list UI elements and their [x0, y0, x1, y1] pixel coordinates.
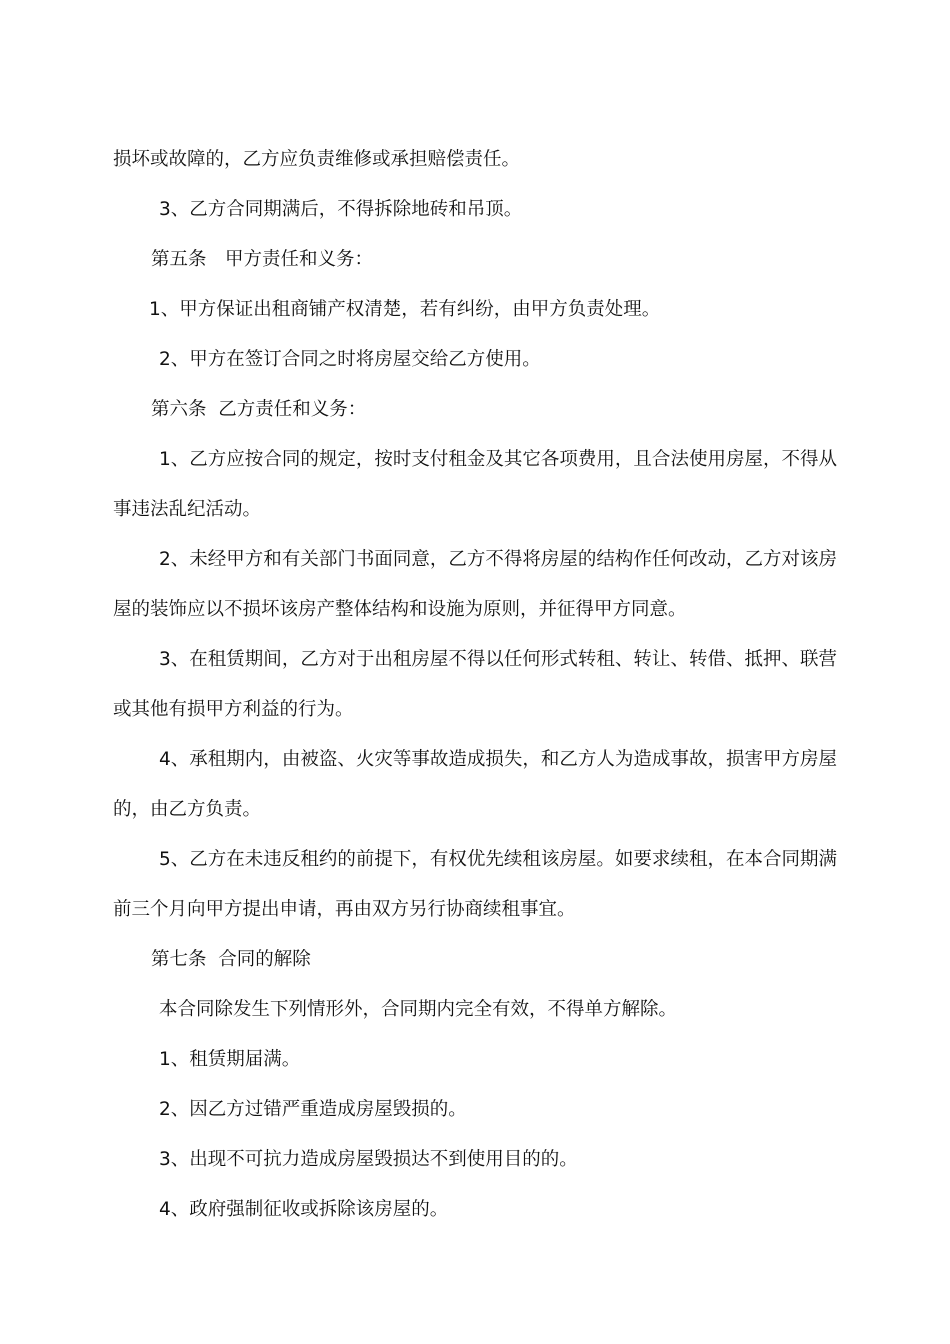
paragraph-party-b-5: 5、乙方在未违反租约的前提下，有权优先续租该房屋。如要求续租，在本合同期满前三个月向甲方提出申请，再由双方另行协商续租事宜。 — [113, 849, 837, 920]
paragraph-party-b-1: 1、乙方应按合同的规定，按时支付租金及其它各项费用，且合法使用房屋，不得从事违法乱纪活动。 — [113, 449, 837, 520]
paragraph-party-b-2: 2、未经甲方和有关部门书面同意，乙方不得将房屋的结构作任何改动，乙方对该房屋的装饰应以不损坏该房产整体结构和设施为原则，并征得甲方同意。 — [113, 549, 837, 620]
article-five-heading: 第五条 甲方责任和义务： — [151, 249, 374, 270]
article-seven-heading: 第七条 合同的解除 — [151, 949, 311, 970]
paragraph-termination-3: 3、出现不可抗力造成房屋毁损达不到使用目的的。 — [159, 1149, 578, 1170]
paragraph-party-a-1: 1、甲方保证出租商铺产权清楚，若有纠纷，由甲方负责处理。 — [149, 299, 661, 320]
document-body — [113, 135, 837, 1235]
paragraph-party-b-3: 3、在租赁期间，乙方对于出租房屋不得以任何形式转租、转让、转借、抵押、联营或其他有损甲方利益的行为。 — [113, 649, 837, 720]
paragraph-termination-2: 2、因乙方过错严重造成房屋毁损的。 — [159, 1099, 467, 1120]
paragraph-termination-1: 1、租赁期届满。 — [159, 1049, 301, 1070]
paragraph-termination-4: 4、政府强制征收或拆除该房屋的。 — [159, 1199, 449, 1220]
article-six-heading: 第六条 乙方责任和义务： — [151, 399, 367, 420]
paragraph-termination-intro: 本合同除发生下列情形外，合同期内完全有效，不得单方解除。 — [159, 999, 678, 1020]
paragraph-damage-liability: 损坏或故障的，乙方应负责维修或承担赔偿责任。 — [113, 149, 521, 170]
paragraph-party-a-2: 2、甲方在签订合同之时将房屋交给乙方使用。 — [159, 349, 541, 370]
paragraph-no-removal: 3、乙方合同期满后，不得拆除地砖和吊顶。 — [159, 199, 523, 220]
paragraph-party-b-4: 4、承租期内，由被盗、火灾等事故造成损失，和乙方人为造成事故，损害甲方房屋的，由乙方负责。 — [113, 749, 837, 820]
